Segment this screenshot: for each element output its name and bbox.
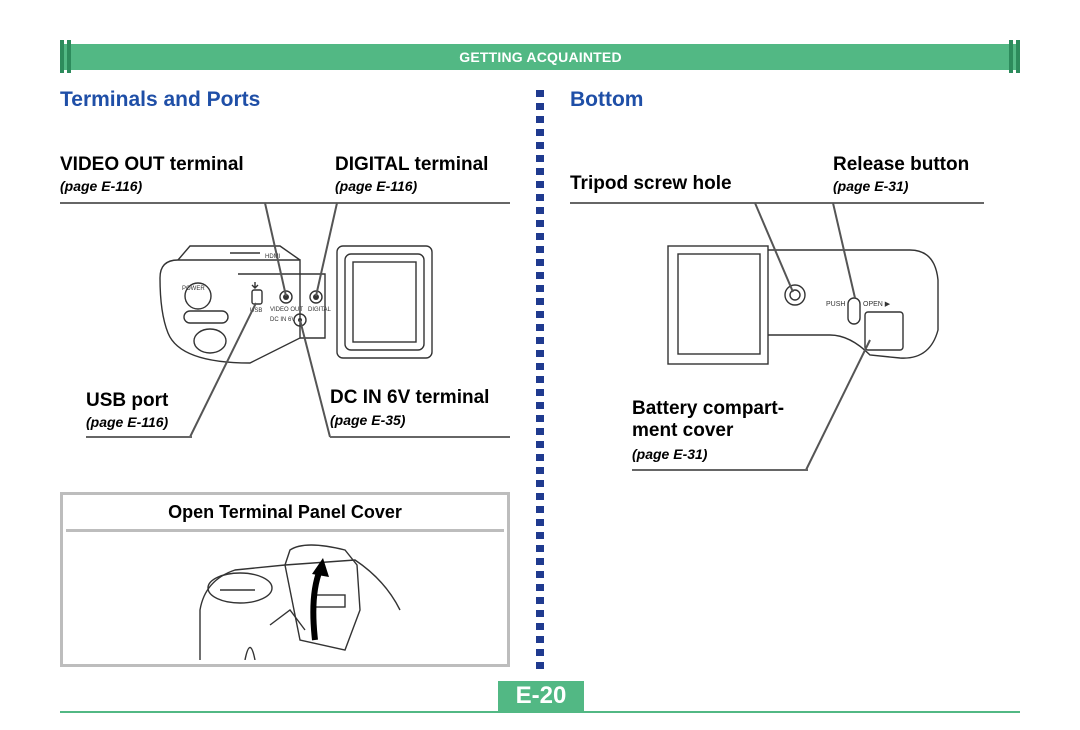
device-video-text: VIDEO OUT [270, 307, 304, 313]
section-header: GETTING ACQUAINTED [459, 49, 622, 65]
dc-in-page-ref[interactable]: (page E-35) [330, 412, 406, 428]
usb-label: USB port [86, 390, 169, 411]
release-label: Release button [833, 154, 970, 175]
callout-line [86, 436, 192, 438]
callout-line [330, 436, 510, 438]
terminal-leader-lines [0, 0, 540, 450]
release-page-ref[interactable]: (page E-31) [833, 178, 909, 194]
callout-line [632, 469, 808, 471]
open-cover-illustration [195, 540, 415, 660]
device-hdmi-text: HDMI [265, 254, 281, 260]
panel-title: Open Terminal Panel Cover [168, 502, 402, 522]
device-power-text: POWER [182, 286, 205, 292]
battery-label-line1: Battery compart- [632, 398, 785, 419]
video-out-label: VIDEO OUT terminal [60, 154, 244, 175]
dc-in-label: DC IN 6V terminal [330, 387, 490, 408]
usb-page-ref[interactable]: (page E-116) [86, 414, 169, 430]
terminals-title: Terminals and Ports [60, 88, 261, 111]
video-out-page-ref[interactable]: (page E-116) [60, 178, 143, 194]
device-digital-text: DIGITAL [308, 307, 331, 313]
tripod-label: Tripod screw hole [570, 173, 732, 194]
digital-page-ref[interactable]: (page E-116) [335, 178, 418, 194]
device-push-text: PUSH [826, 301, 846, 308]
battery-label-line2: ment cover [632, 420, 734, 441]
bottom-title: Bottom [570, 88, 644, 111]
page-number: E-20 [515, 682, 567, 709]
digital-label: DIGITAL terminal [335, 154, 489, 175]
battery-page-ref[interactable]: (page E-31) [632, 446, 708, 462]
device-open-text: OPEN ▶ [863, 301, 891, 308]
device-usb-text: USB [250, 308, 263, 314]
footer-line [60, 711, 1020, 713]
device-dcin-text: DC IN 6V [270, 317, 296, 323]
